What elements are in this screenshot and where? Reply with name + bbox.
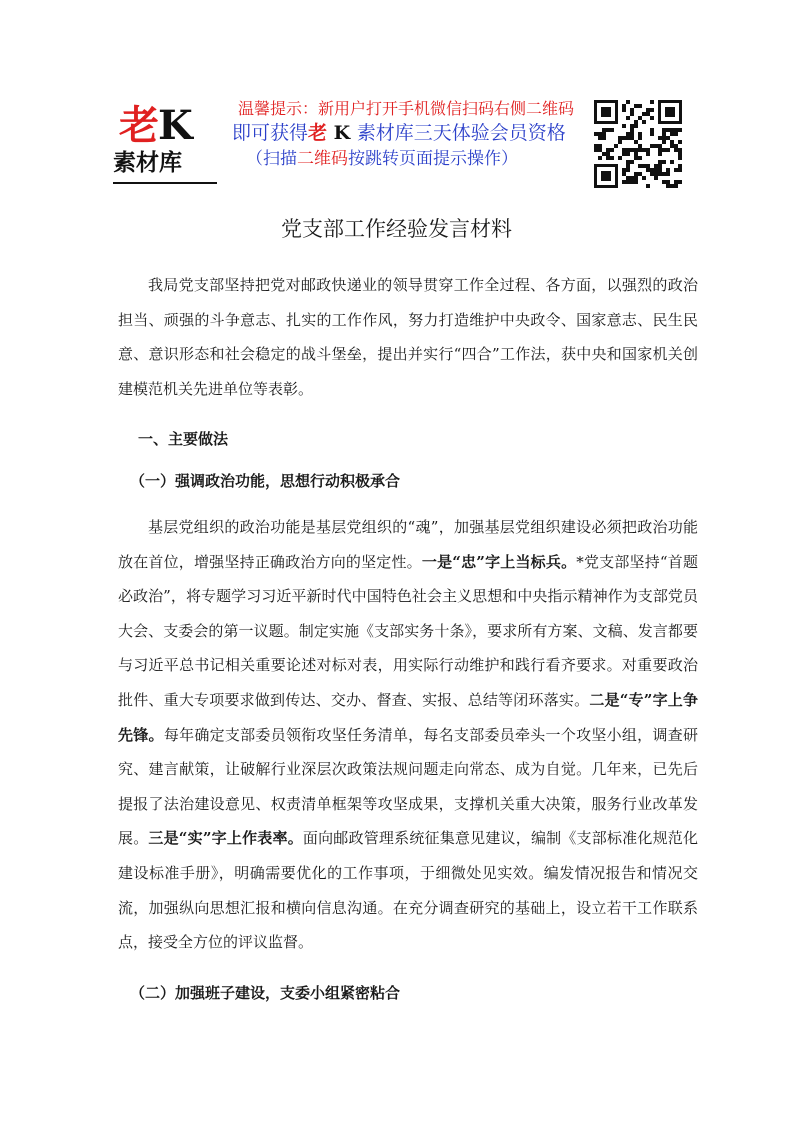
subsection-heading-2: （二）加强班子建设，支委小组紧密粘合 [130, 984, 401, 1002]
subsection-heading-1: （一）强调政治功能，思想行动积极承合 [130, 472, 401, 490]
document-title: 党支部工作经验发言材料 [281, 217, 512, 241]
para-bold-1: 一是“忠”字上当标兵。 [421, 552, 577, 571]
notice-line-3 [246, 147, 518, 171]
logo-underline [113, 182, 217, 184]
notice-line-3-open: （扫描 [246, 149, 297, 169]
para-bold-2: 二是“专”字上争先锋。 [118, 690, 698, 744]
logo-text: 素材库 [113, 150, 182, 176]
intro-paragraph: 我局党支部坚持把党对邮政快递业的领导贯穿工作全过程、各方面，以强烈的政治担当、顽强的斗争意志、扎实的工作作风，努力打造维护中央政令、国家意志、民生民意、意识形态和社会稳定的战斗堡垒，提出并实行“四合”工作法，获中央和国家机关创建模范机关先进单位等表彰。 [118, 276, 698, 398]
section-heading-main-practices: 一、主要做法 [138, 430, 229, 448]
notice-line-2-red: 老 [308, 122, 328, 144]
para-bold-3: 三是“实”字上作表率。 [148, 829, 303, 848]
para-text-1: 基层党组织的政治功能是基层党组织的“魂”，加强基层党组织建设必须把政治功能放在首位，增强坚持正确政治方向的坚定性。 [118, 518, 698, 571]
logo [113, 104, 217, 186]
para-text-2: *党支部坚持“首题必政治”，将专题学习习近平新时代中国特色社会主义思想和中央指示精神作为支部党员大会、支委会的第一议题。制定实施《支部实务十条》，要求所有方案、文稿、发言都要与习近平总书记相关重要论述对标对表，用实际行动维护和践行看齐要求。对重要政治批件、重大专项要求做到传达、交办、督查、实报、总结等闭环落实。 [118, 552, 698, 709]
notice-line-2-prefix: 即可获得 [232, 122, 309, 144]
notice-line-3-rest: 按跳转页面提示操作） [348, 149, 518, 169]
logo-mark [119, 104, 192, 148]
body-paragraph-political-function [118, 510, 698, 960]
notice-line-2-suffix: 素材库三天体验会员资格 [356, 122, 566, 144]
qr-code-icon[interactable] [594, 100, 682, 188]
logo-char-lao: 老 [119, 102, 158, 149]
notice-line-1: 温馨提示：新用户打开手机微信扫码右侧二维码 [238, 99, 575, 118]
logo-char-k: K [158, 102, 192, 149]
notice-line-3-red: 二维码 [297, 149, 348, 169]
notice-line-2 [232, 120, 566, 146]
para-text-4: 面向邮政管理系统征集意见建议，编制《支部标准化规范化建设标准手册》，明确需要优化的工作事项，于细微处见实效。编发情况报告和情况交流，加强纵向思想汇报和横向信息沟通。在充分调查研究的基础上，设立若干工作联系点，接受全方位的评议监督。 [118, 829, 698, 952]
notice-line-2-black: K [327, 122, 357, 144]
para-text-3: 每年确定支部委员领衔攻坚任务清单，每名支部委员牵头一个攻坚小组，调查研究、建言献策，让破解行业深层次政策法规问题走向常态、成为自觉。几年来，已先后提报了法治建设意见、权责清单框架等攻坚成果，支撑机关重大决策，服务行业改革发展。 [118, 725, 698, 848]
